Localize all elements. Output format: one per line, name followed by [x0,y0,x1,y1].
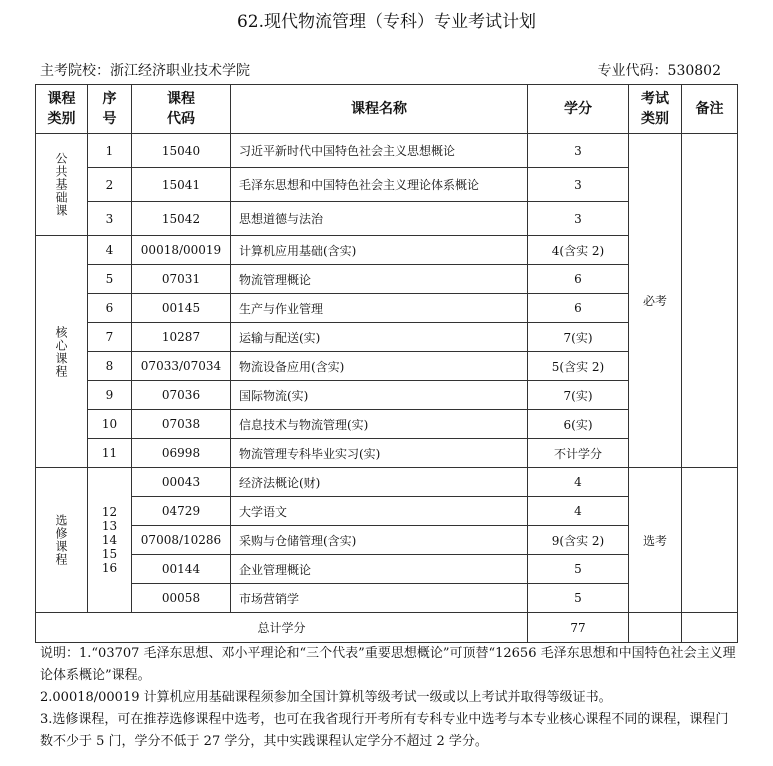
code-cell: 07033/07034 [132,352,231,381]
name-cell: 生产与作业管理 [231,294,528,323]
name-cell: 物流设备应用(含实) [231,352,528,381]
seq-cell: 7 [88,323,132,352]
code-cell: 00145 [132,294,231,323]
seq-cell: 11 [88,439,132,468]
code-cell: 07031 [132,265,231,294]
credit-cell: 5 [528,555,629,584]
code-cell: 07036 [132,381,231,410]
name-cell: 物流管理概论 [231,265,528,294]
seq-cell: 10 [88,410,132,439]
header-remark: 备注 [682,85,738,134]
credit-cell: 7(实) [528,381,629,410]
seq-cell: 8 [88,352,132,381]
exam-type-elective: 选考 [629,468,682,613]
name-cell: 经济法概论(财) [231,468,528,497]
header-name: 课程名称 [231,85,528,134]
credit-cell: 6 [528,294,629,323]
code-cell: 15040 [132,134,231,168]
name-cell: 运输与配送(实) [231,323,528,352]
exam-plan-table [35,84,738,643]
exam-type-required: 必考 [629,134,682,468]
credit-cell: 3 [528,134,629,168]
remark-cell [682,134,738,468]
code-cell: 15041 [132,168,231,202]
total-exam-type [629,613,682,643]
name-cell: 习近平新时代中国特色社会主义思想概论 [231,134,528,168]
code-cell: 10287 [132,323,231,352]
name-cell: 计算机应用基础(含实) [231,236,528,265]
code-cell: 07038 [132,410,231,439]
notes [40,643,740,753]
note-2: 2.00018/00019 计算机应用基础课程须参加全国计算机等级考试一级或以上考试并取得等级证书。 [40,690,612,705]
total-remark [682,613,738,643]
group-public: 公共基础课 [36,134,88,236]
credit-cell: 5(含实 2) [528,352,629,381]
table-row [36,134,738,168]
header-exam-type: 考试类别 [629,85,682,134]
name-cell: 毛泽东思想和中国特色社会主义理论体系概论 [231,168,528,202]
credit-cell: 6 [528,265,629,294]
elective-seq-list: 12 13 14 15 16 [88,468,132,613]
credit-cell: 9(含实 2) [528,526,629,555]
code-cell: 04729 [132,497,231,526]
table-row [36,468,738,497]
total-value: 77 [528,613,629,643]
credit-cell: 3 [528,168,629,202]
credit-cell: 3 [528,202,629,236]
code-cell: 07008/10286 [132,526,231,555]
name-cell: 大学语文 [231,497,528,526]
code-cell: 15042 [132,202,231,236]
code-cell: 00058 [132,584,231,613]
seq-cell: 3 [88,202,132,236]
total-row [36,613,738,643]
credit-cell: 不计学分 [528,439,629,468]
school-label: 主考院校：浙江经济职业技术学院 [40,63,250,79]
seq-cell: 2 [88,168,132,202]
credit-cell: 4 [528,497,629,526]
seq-cell: 5 [88,265,132,294]
header-credit: 学分 [528,85,629,134]
note-3: 3.选修课程，可在推荐选修课程中选考，也可在我省现行开考所有专科专业中选考与本专业核心课程不同的课程，课程门数不少于 5 门，学分不低于 27 学分，其中实践课程认定学分不超过 2 学分。 [40,712,729,749]
name-cell: 采购与仓储管理(含实) [231,526,528,555]
credit-cell: 4(含实 2) [528,236,629,265]
code-cell: 00018/00019 [132,236,231,265]
code-cell: 06998 [132,439,231,468]
seq-cell: 4 [88,236,132,265]
code-cell: 00043 [132,468,231,497]
credit-cell: 5 [528,584,629,613]
name-cell: 企业管理概论 [231,555,528,584]
header-seq: 序号 [88,85,132,134]
total-label: 总计学分 [36,613,528,643]
header-category: 课程类别 [36,85,88,134]
seq-cell: 9 [88,381,132,410]
name-cell: 信息技术与物流管理(实) [231,410,528,439]
credit-cell: 6(实) [528,410,629,439]
header-row [36,85,738,134]
page-title: 62.现代物流管理（专科）专业考试计划 [236,12,537,32]
name-cell: 物流管理专科毕业实习(实) [231,439,528,468]
name-cell: 市场营销学 [231,584,528,613]
seq-cell: 6 [88,294,132,323]
name-cell: 思想道德与法治 [231,202,528,236]
note-1: 说明：1.“03707 毛泽东思想、邓小平理论和“三个代表”重要思想概论”可顶替“12656 毛泽东思想和中国特色社会主义理论体系概论”课程。 [40,646,736,683]
credit-cell: 4 [528,468,629,497]
code-cell: 00144 [132,555,231,584]
remark-cell [682,468,738,613]
seq-cell: 1 [88,134,132,168]
name-cell: 国际物流(实) [231,381,528,410]
group-elective: 选修课程 [36,468,88,613]
major-code-label: 专业代码：530802 [597,63,721,79]
credit-cell: 7(实) [528,323,629,352]
group-core: 核心课程 [36,236,88,468]
header-code: 课程代码 [132,85,231,134]
